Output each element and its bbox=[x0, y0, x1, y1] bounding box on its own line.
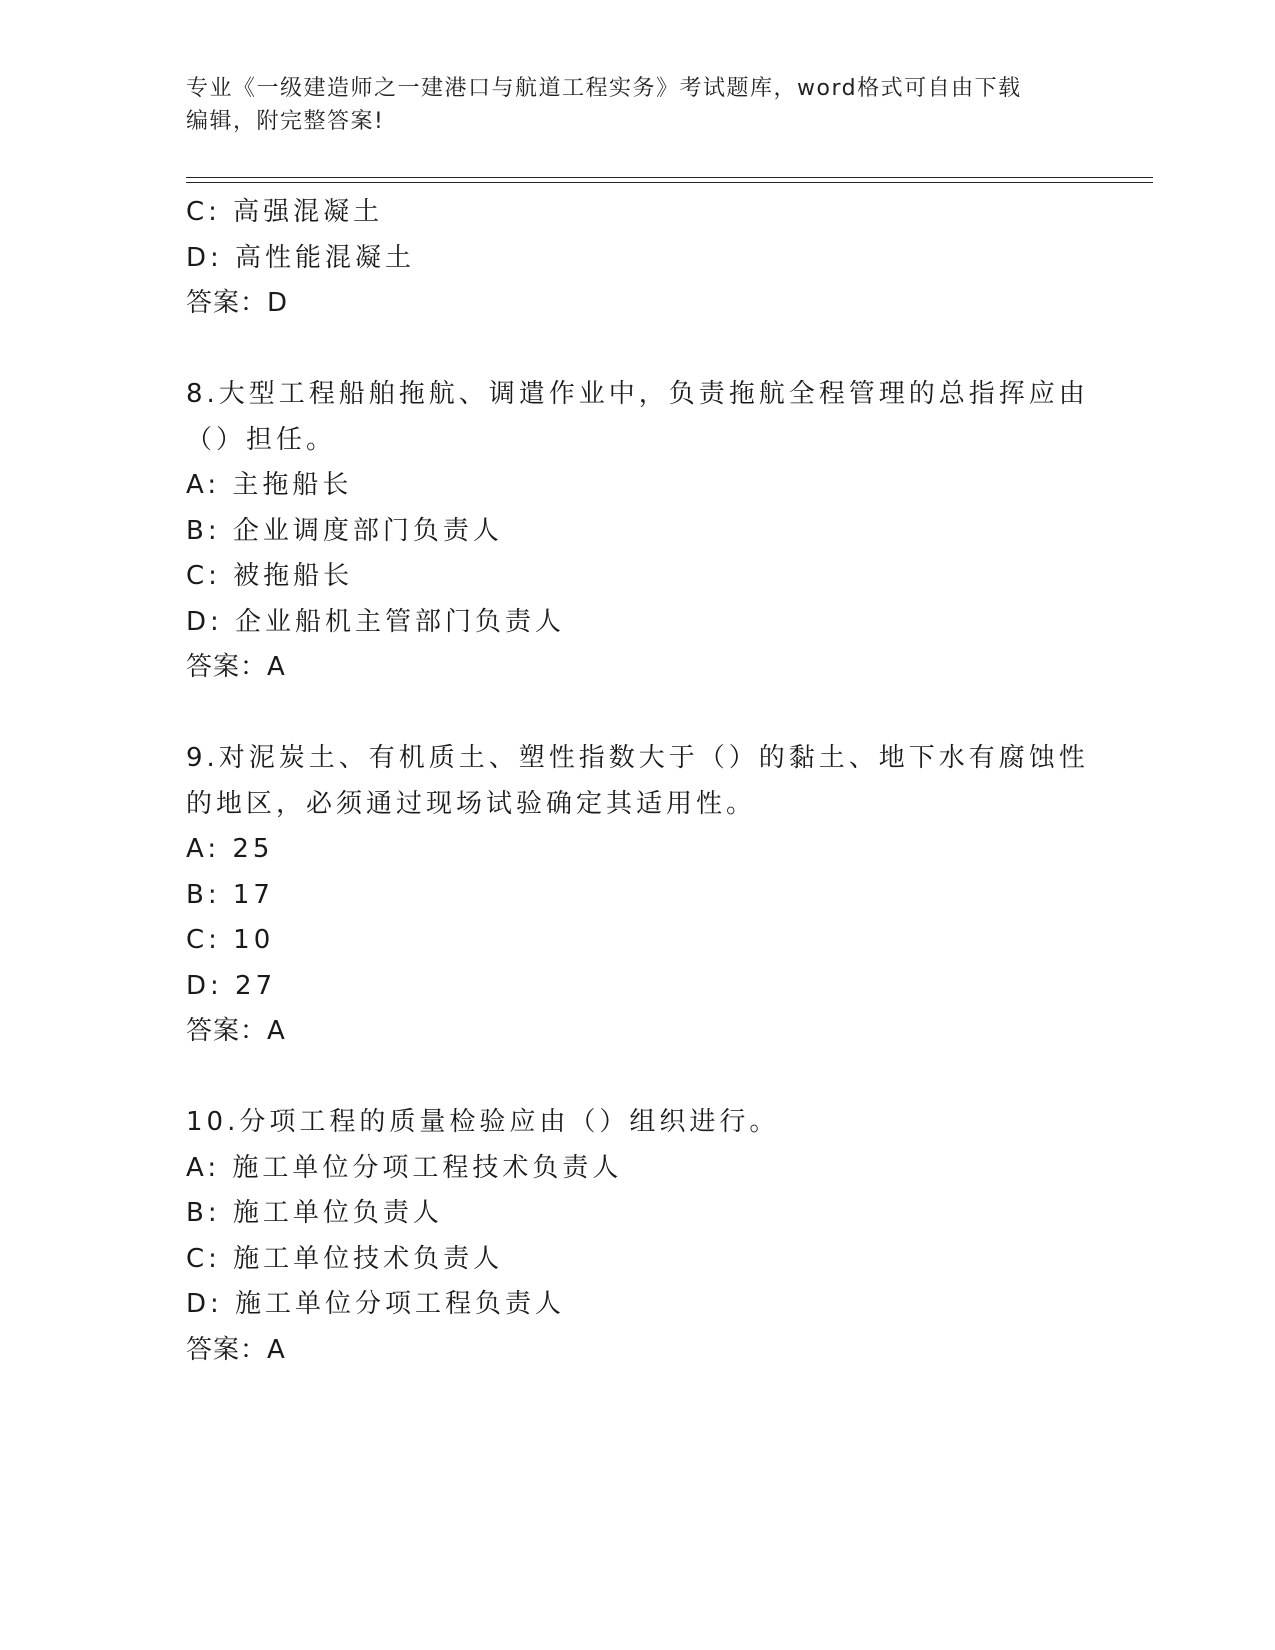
question-stem-line-1: 8.大型工程船舶拖航、调遣作业中，负责拖航全程管理的总指挥应由 bbox=[186, 379, 1089, 409]
option-a: A: 主拖船长 bbox=[186, 470, 353, 500]
header-divider-bottom bbox=[186, 182, 1153, 183]
option-b: B: 17 bbox=[186, 879, 274, 910]
header-line-2: 编辑，附完整答案! bbox=[186, 109, 385, 134]
question-stem-line-2: 的地区，必须通过现场试验确定其适用性。 bbox=[186, 788, 757, 819]
question-fragment bbox=[186, 190, 1086, 327]
option-c: C: 被拖船长 bbox=[186, 561, 354, 591]
option-d: D: 施工单位分项工程负责人 bbox=[186, 1289, 566, 1319]
question-9 bbox=[186, 736, 1089, 1055]
option-c: C: 高强混凝土 bbox=[186, 197, 384, 227]
answer-line: 答案：A bbox=[186, 1334, 286, 1365]
spacer bbox=[186, 327, 1086, 373]
header-divider-top bbox=[186, 177, 1153, 178]
spacer bbox=[186, 1055, 1086, 1101]
question-8 bbox=[186, 372, 1089, 691]
document-body bbox=[186, 190, 1089, 1373]
option-a: A: 施工单位分项工程技术负责人 bbox=[186, 1152, 623, 1183]
header-line-1: 专业《一级建造师之一建港口与航道工程实务》考试题库，word格式可自由下载 bbox=[186, 76, 1022, 101]
answer-line: 答案：A bbox=[186, 1016, 286, 1046]
option-d: D: 高性能混凝土 bbox=[186, 242, 416, 273]
option-b: B: 施工单位负责人 bbox=[186, 1198, 443, 1228]
answer-line: 答案：A bbox=[186, 652, 286, 682]
option-c: C: 施工单位技术负责人 bbox=[186, 1243, 504, 1274]
question-10 bbox=[186, 1100, 1086, 1373]
question-stem-line-1: 9.对泥炭土、有机质土、塑性指数大于（）的黏土、地下水有腐蚀性 bbox=[186, 743, 1089, 773]
answer-line: 答案：D bbox=[186, 288, 289, 318]
document-header bbox=[186, 72, 1066, 138]
option-d: D: 企业船机主管部门负责人 bbox=[186, 606, 566, 637]
option-b: B: 企业调度部门负责人 bbox=[186, 515, 503, 546]
question-stem-line-2: （）担任。 bbox=[186, 424, 337, 455]
question-stem-line-1: 10.分项工程的质量检验应由（）组织进行。 bbox=[186, 1107, 780, 1137]
option-c: C: 10 bbox=[186, 925, 275, 955]
option-a: A: 25 bbox=[186, 834, 274, 864]
spacer bbox=[186, 691, 1086, 737]
option-d: D: 27 bbox=[186, 970, 277, 1001]
